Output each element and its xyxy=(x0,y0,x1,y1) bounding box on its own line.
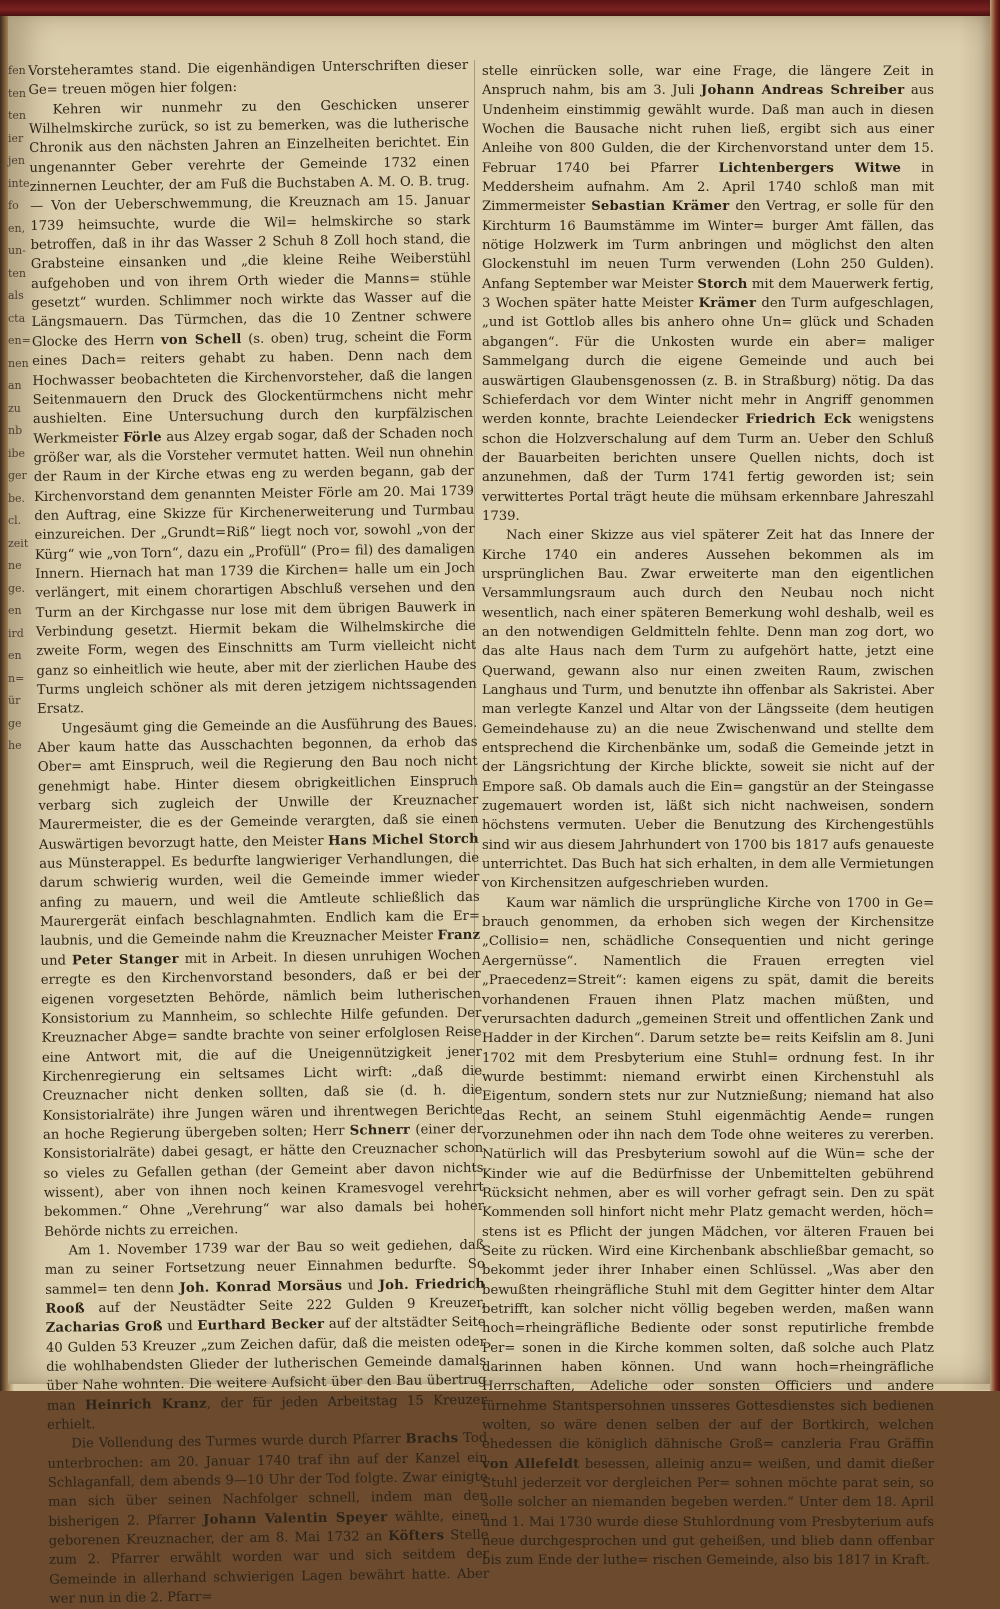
gutter-fragment: fen xyxy=(8,64,26,77)
gutter-fragment: en xyxy=(8,649,22,662)
book-cover-right xyxy=(990,0,1000,1391)
text-run: wählte, einen geborenen Kreuznacher, der am 8. Mai 1732 an xyxy=(48,1508,489,1549)
page-shadow xyxy=(960,10,990,1390)
paragraph xyxy=(482,526,934,894)
text-run: auf der altstädter Seite 40 Gulden 53 Kreuzer „zum Zeichen dafür, daß die meisten oder die wohlhabendsten Glieder der lutherischen Gemeinde damals über Nahe wohnten. Die weitere Aufsicht über den Bau übertrug man xyxy=(45,1315,487,1414)
emphasized-name: Hans Michel Storch xyxy=(327,831,480,849)
gutter-fragment: ten xyxy=(8,109,27,122)
text-run: Die Vollendung des Turmes wurde durch Pfarrer xyxy=(71,1432,406,1452)
gutter-fragment: en xyxy=(8,604,22,617)
gutter-fragment: en, xyxy=(8,221,26,235)
emphasized-name: Joh. Friedrich Rooß xyxy=(45,1276,486,1317)
text-run: Am 1. November 1739 war der Bau so weit gediehen, daß man zu seiner Fortsetzung neuer Einnahmen bedurfte. So sammel= ten denn xyxy=(44,1237,485,1298)
text-run: den Turm aufgeschlagen, „und ist Gottlob alles bis anhero ohne Un= glück und Schaden abgangen“. Für die Unkosten wurde ein aber= maliger Sammelgang durch die eigene Gemeinde und auch bei auswärtigen Glaubensgenossen (z. B. in Straßburg) nötig. Da das Schieferdach vor dem Winter nicht mehr in Angriff genommen werden konnte, brachte Leiendecker xyxy=(482,296,934,428)
emphasized-name: Peter Stanger xyxy=(71,951,179,969)
gutter-fragment: be. xyxy=(8,491,26,505)
gutter-fragment: un- xyxy=(8,244,26,257)
gutter-fragment: als xyxy=(8,289,24,302)
emphasized-name: Friedrich Eck xyxy=(745,412,852,428)
paragraph xyxy=(28,56,468,101)
text-run: mit dem Mauerwerk fertig, 3 Wochen später hatte Meister xyxy=(482,276,934,312)
text-run: Kehren wir nunmehr zu den Geschicken unserer Wilhelmskirche zurück, so ist zu bemerken, was die lutherische Chronik aus den nächsten Jahren an Einzelheiten berichtet. Ein ungenannter Geber verehrte der Gemeinde 1732 einen zinnernen Leuchter, der am Fuß die Buchstaben A. M. O. B. trug. — Von der Ueberschwemmung, die Kreuznach am 15. Januar 1739 heimsuchte, wurde die Wil= helmskirche so stark betroffen, daß in ihr das Wasser 2 Schuh 8 Zoll hoch stand, die Grabsteine einsanken und „die kleine Reihe Weiberstühl aufgehoben und von ihrem Orth wieder die Manns= stühle gesetzt“ wurden. Schlimmer noch wirkte das Wasser auf die Längsmauern. Das Türmchen, das die 10 Zentner schwere Glocke des Herrn xyxy=(28,96,472,350)
emphasized-name: Köfters xyxy=(388,1528,445,1545)
text-run: besessen, alleinig anzu= weißen, und damit dießer Stuhl jederzeit vor dergleichen Per= sohnen möchte parat sein, so solle solcher an niemanden begeben werden.“ Unter dem 18. April und 1. Mai 1730 wurde diese Stuhlordnung vom Presbyterium aufs neue durchgesprochen und gut geheißen, und blieb dann offenbar bis zum Ende der luthe= rischen Gemeinde, also bis 1817 in Kraft. xyxy=(482,1456,935,1569)
emphasized-name: Johann Andreas Schreiber xyxy=(701,83,905,99)
gutter-fragment: ger xyxy=(8,469,27,482)
gutter-fragment: en= xyxy=(8,334,31,347)
text-run: und xyxy=(342,1277,379,1294)
gutter-fragment: ird xyxy=(8,626,24,640)
emphasized-name: Krämer xyxy=(698,296,757,312)
previous-page-gutter-text xyxy=(8,60,31,752)
text-run: auf der Neustädter Seite 222 Gulden 9 Kreuzer, xyxy=(84,1295,486,1317)
gutter-fragment: ge. xyxy=(8,581,26,595)
gutter-fragment: ür xyxy=(8,694,21,707)
gutter-fragment: ibe xyxy=(8,446,26,460)
gutter-fragment: nb xyxy=(8,424,23,437)
paragraph xyxy=(482,894,934,1571)
gutter-fragment: ge xyxy=(8,716,22,730)
emphasized-name: Schnerr xyxy=(349,1122,411,1139)
left-text-column xyxy=(28,56,490,1608)
paragraph xyxy=(482,62,934,526)
text-run: und xyxy=(162,1319,198,1335)
gutter-fragment: nen xyxy=(8,356,29,370)
gutter-fragment: inte xyxy=(8,176,30,190)
gutter-fragment: zeit xyxy=(8,536,29,550)
gutter-fragment: fo xyxy=(8,199,19,212)
text-run: Nach einer Skizze aus viel späterer Zeit hat das Innere der Kirche 1740 ein anderes Aussehen bekommen als im ursprünglichen Bau. Zwar erweiterte man den eigentlichen Versammlungsraum auch durch den Neubau noch nicht wesentlich, nach einer späteren Bemerkung wohl deshalb, weil es an den notwendigen Geldmitteln fehlte. Denn man zog dort, wo das alte Haus nach dem Turm zu aufgehört hatte, jetzt eine Querwand, gewann also nur einen zweiten Raum, zwischen Langhaus und Turm, und benutzte ihn offenbar als Sakristei. Aber man verlegte Kanzel und Altar von der Längsseite (dem heutigen Gemeindehause zu) an die neue Zwischenwand und stellte dem entsprechend die Kirchenbänke um, sodaß die Gemeinde jetzt in der Längsrichtung der Kirche blickte, soweit sie nicht auf der Empore saß. Ob damals auch die Ein= gangstür an der Steingasse zugemauert worden ist, läßt sich nicht nachweisen, sondern höchstens vermuten. Ueber die Benutzung des Kirchengestühls sind wir aus diesem Jahrhundert von 1700 bis 1817 aufs genaueste unterrichtet. Das Buch hat sich erhalten, in dem alle Vermietungen von Kirchensitzen aufgeschrieben wurden. xyxy=(482,528,934,892)
emphasized-name: Heinrich Kranz xyxy=(84,1396,207,1414)
paragraph xyxy=(37,713,484,1241)
gutter-fragment: cl. xyxy=(8,514,22,527)
emphasized-name: Sebastian Krämer xyxy=(591,199,730,215)
emphasized-name: Lichtenbergers Witwe xyxy=(718,160,902,176)
emphasized-name: Förle xyxy=(122,429,162,446)
text-run: Ungesäumt ging die Gemeinde an die Ausführung des Baues. Aber kaum hatte das Ausschachten begonnen, da erhob das Ober= amt Einspruch, weil die Regierung den Bau noch nicht genehmigt habe. Hinter diesem obrigkeitlichen Einspruch verbarg sich zugleich der Unwille der Kreuznacher Maurermeister, die es der Gemeinde verargten, daß sie einen Auswärtigen bevorzugt hatte, den Meister xyxy=(37,715,479,853)
paragraph xyxy=(29,95,478,720)
gutter-fragment: jen xyxy=(8,154,26,167)
text-run: und xyxy=(40,953,73,969)
gutter-fragment: he xyxy=(8,739,22,752)
gutter-fragment: an xyxy=(8,379,22,392)
text-run: , der für jeden Arbeitstag 15 Kreuzer erhielt. xyxy=(46,1392,487,1433)
gutter-fragment: zu xyxy=(8,401,21,415)
emphasized-name: Joh. Konrad Morsäus xyxy=(179,1278,343,1296)
emphasized-name: Johann Valentin Speyer xyxy=(202,1509,388,1528)
emphasized-name: Franz xyxy=(437,928,481,944)
text-run: in Meddersheim aufnahm. Am 2. April 1740 schloß man mit Zimmermeister xyxy=(482,160,935,215)
text-run: wenigstens schon die Holzverschalung auf dem Turm an. Ueber den Schluß der Bauarbeiten berichten unsere Quellen nichts, doch ist anzunehmen, daß der Turm 1741 fertig geworden ist; sein verwittertes Portal trägt heute die mühsam erkennbare Jahreszahl 1739. xyxy=(482,412,935,524)
text-run: den Vertrag, er solle für den Kirchturm 16 Baumstämme im Winter= burger Amt fällen, das nötige Holzwerk im Turm anbringen und möglichst den alten Glockenstuhl im neuen Turm verwenden (Lohn 250 Gulden). Anfang September war Meister xyxy=(482,199,934,292)
gutter-fragment: ier xyxy=(8,131,24,145)
emphasized-name: von Schell xyxy=(160,331,242,348)
text-run: stelle einrücken solle, war eine Frage, die längere Zeit in Anspruch nahm, bis am 3. Juli xyxy=(482,64,934,99)
gutter-fragment: n= xyxy=(8,671,25,685)
emphasized-name: Storch xyxy=(697,276,748,292)
gutter-fragment: cta xyxy=(8,311,26,325)
text-run: mit in Arbeit. In diesen unruhigen Wochen erregte es den Kirchenvorstand besonders, daß er bei der eigenen vorgesetzten Behörde, nämlich beim lutherischen Konsistorium zu Mannheim, so schlechte Hilfe gefunden. Der Kreuznacher Abge= sandte brachte von seiner erfolglosen Reise eine Antwort mit, die auf die Uneigennützigkeit jener Kirchenregierung ein seltsames Licht wirft: „daß die Creuznacher nicht denken sollten, daß sie (d. h. die Konsistorialräte) ihre Jungen wären und ihrentwegen Berichte an hoche Regierung übergeben solten; Herr xyxy=(40,947,483,1143)
text-run: Vorsteheramtes stand. Die eigenhändigen Unterschriften dieser Ge= treuen mögen hier folgen: xyxy=(28,57,469,99)
text-run: aus Undenheim einstimmig gewählt wurde. Daß man auch in diesen Wochen die Bausache nicht ruhen ließ, ergibt sich aus einer Anleihe von 800 Gulden, die der Kirchenvorstand unter dem 15. Februar 1740 bei Pfarrer xyxy=(482,83,934,176)
text-run: Tod unterbrochen: am 20. Januar 1740 traf ihn auf der Kanzel ein Schlaganfall, dem abends 9—10 Uhr der Tod folgte. Zwar einigte man sich über seinen Nachfolger schnell, indem man den bisherigen 2. Pfarrer xyxy=(47,1431,489,1530)
column-divider xyxy=(474,60,475,1290)
book-cover-top xyxy=(0,0,1000,16)
text-run: (s. oben) trug, scheint die Form eines Dach= reiters gehabt zu haben. Denn nach dem Hochwasser beobachteten die Kirchenvorsteher, daß die langen Seitenmauern den Druck des Glockentürmchens nicht mehr aushielten. Eine Untersuchung durch den kurpfälzischen Werkmeister xyxy=(32,328,474,447)
emphasized-name: von Allefeldt xyxy=(482,1456,580,1472)
text-run: Kaum war nämlich die ursprüngliche Kirche von 1700 in Ge= brauch genommen, da erhoben sich wegen der Kirchensitze „Collisio= nen, schädliche Consequentien und nicht geringe Aergernüsse“. Namentlich die Frauen erregten viel „Praecedenz=Streit“: kamen eigens zu spät, damit die bereits vorhandenen Frauen ihnen Platz machen müßten, und verursachten dadurch „gemeinen Streit und offentlichen Zank und Hadder in der Kirchen“. Darum setzte be= reits Keifslin am 8. Juni 1702 mit dem Presbyterium eine Stuhl= ordnung fest. In ihr wurde bestimmt: niemand erwirbt einen Kirchenstuhl als Eigentum, sondern stets nur zur Nutznießung; niemand hat also das Recht, an seinem Stuhl eigenmächtig Aende= rungen vorzunehmen oder ihn nach dem Tode ohne weiteres zu vererben. Natürlich will das Presbyterium sowohl auf die Wün= sche der Kinder wie auf die Bedürfnisse der Unbemittelten gebührend Rücksicht nehmen, aber es will vorher gefragt sein. Den zu spät Kommenden soll hinfort nicht mehr Platz gemacht werden, höch= stens ist es Pflicht der jungen Mädchen, vor älteren Frauen bei Seite zu rücken. Wird eine Kirchenbank abschließbar gemacht, so bekommt jeder ihrer Inhaber einen Schlüssel. „Was aber den bewußten rheingräfliche Stuhl mit dem Gegitter hinter dem Altar betrifft, kan solcher nicht völlig begeben werden, maßen wann hoch=rheingräfliche Bediente oder sonst reputirliche frembde Per= sonen in die Kirche kommen solten, daß solche auch Platz darinnen haben können. Und wann hoch=rheingräfliche Herrschaften, Adeliche oder sonsten Officiers und andere fürnehme Stantspersohnen unsseres Gottesdienstes sich bedienen wolten, so wäre denen selben der auf der Bortkirch, welchen ehedessen die königlich dähnische Groß= canzleria Frau Gräffin xyxy=(482,895,934,1453)
emphasized-name: Brachs xyxy=(405,1431,459,1448)
text-run: aus Alzey ergab sogar, daß der Schaden noch größer war, als die Vorsteher vermutet hatten. Weil nun ohnehin der Raum in der Kirche etwas eng zu werden begann, gab der Kirchenvorstand dem genannten Meister Förle am 20. Mai 1739 den Auftrag, eine Skizze für Kirchenerweiterung und Turmbau einzureichen. Der „Grundt=Riß“ liegt noch vor, sowohl „von der Kürg“ wie „von Torn“, dazu ein „Profüll“ (Pro= fil) des damaligen Innern. Hiernach hat man 1739 die Kirchen= halle um ein Joch verlängert, mit einem chorartigen Abschluß versehen und den Turm an der Kirchgasse nur lose mit dem übrigen Bauwerk in Verbindung gesetzt. Hiermit bekam die Wilhelmskirche die zweite Form, wegen des Einschnitts am Turm vielleicht nicht ganz so einheitlich wie heute, aber mit der zierlichen Haube des Turms ungleich schöner als mit deren jetzigem nichtssagenden Ersatz. xyxy=(33,425,477,718)
right-text-column xyxy=(482,62,935,1569)
gutter-fragment: ten xyxy=(8,266,27,280)
gutter-fragment: ne xyxy=(8,559,22,572)
text-run: aus Münsterappel. Es bedurfte langwieriger Verhandlungen, die darum schwierig wurden, weil die Gemeinde immer wieder anfing zu mauern, und weil die Amtleute schließlich das Maurergerät einfach beschlagnahmten. Endlich kam die Er= laubnis, und die Gemeinde nahm die Kreuznacher Meister xyxy=(39,850,481,950)
emphasized-name: Eurthard Becker xyxy=(197,1317,325,1335)
paragraph xyxy=(44,1236,487,1436)
text-run: (einer der Konsistorialräte) dabei gesagt, er hätte den Creuznacher schon so vieles zu Gefallen gethan (der Gemeint aber davon nichts wissent), aber von ihnen noch keinen Kramesvogel verehrt bekommen.“ Ohne „Verehrung“ war also damals bei hoher Behörde nichts zu erreichen. xyxy=(43,1121,485,1240)
gutter-fragment: ten xyxy=(8,86,27,100)
emphasized-name: Zacharias Groß xyxy=(45,1319,163,1337)
paragraph xyxy=(47,1429,489,1609)
text-run: Stelle zum 2. Pfarrer erwählt worden war und sich seitdem der Gemeinde in allerhand schwierigen Lagen bewährt hatte. Aber wer nun in die 2. Pfarr= xyxy=(48,1527,490,1608)
